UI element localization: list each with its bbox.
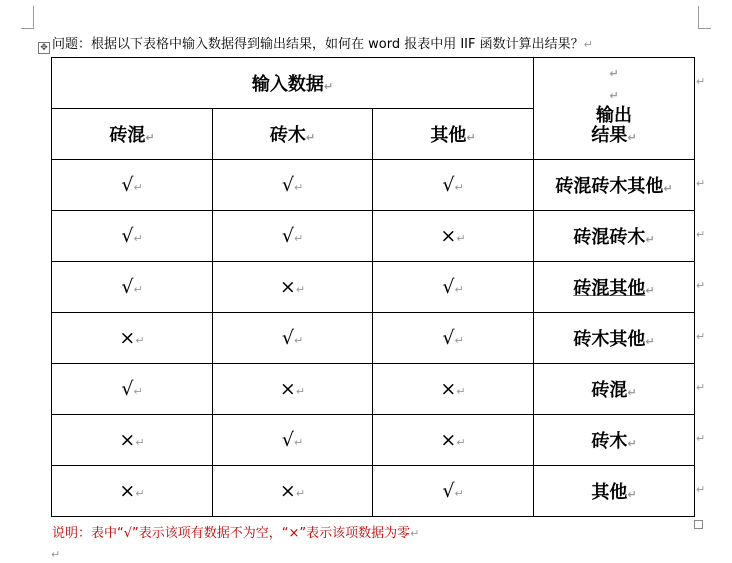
table-cell[interactable] [52,262,213,313]
cross-mark-icon: × [119,480,136,502]
check-mark-icon: √ [121,225,134,247]
input-data-header[interactable] [52,58,534,109]
table-resize-handle[interactable] [694,520,703,529]
check-mark-icon: √ [442,480,455,502]
paragraph-mark-icon: ↵ [583,38,593,51]
empty-paragraph-mark-icon[interactable]: ↵ [51,548,61,561]
table-row [52,313,695,364]
paragraph-mark-icon: ↵ [293,232,304,245]
paragraph-mark-icon: ↵ [293,181,304,194]
cross-mark-icon: × [279,378,296,400]
paragraph-mark-icon: ↵ [305,131,316,144]
cross-mark-icon: × [440,225,457,247]
row-end-mark-icon: ↵ [696,381,706,394]
table-move-handle-icon[interactable]: ✥ [38,42,50,54]
check-mark-icon: √ [281,174,294,196]
paragraph-mark-icon: ↵ [627,130,637,144]
column-header-text: 砖混 [109,125,146,146]
paragraph-mark-icon: ↵ [135,334,145,347]
result-cell[interactable] [534,160,695,211]
column-header-qita[interactable] [373,109,534,160]
paragraph-mark-icon: ↵ [609,88,619,102]
table-cell[interactable] [213,364,373,415]
paragraph-mark-icon: ↵ [293,436,304,449]
paragraph-mark-icon: ↵ [135,487,145,500]
paragraph-mark-icon: ↵ [627,437,637,450]
paragraph-mark-icon: ↵ [454,181,464,194]
paragraph-mark-icon: ↵ [454,487,464,500]
table-cell[interactable] [213,313,373,364]
table-cell[interactable] [373,364,534,415]
cross-mark-icon: × [279,480,296,502]
column-header-text: 砖木 [269,125,306,146]
paragraph-mark-icon: ↵ [295,385,306,398]
table-row [52,415,695,466]
cross-mark-icon: × [279,276,296,298]
check-mark-icon: √ [442,327,455,349]
row-end-mark-icon: ↵ [696,177,706,190]
table-row [52,364,695,415]
input-data-header-text: 输入数据 [251,74,324,95]
check-mark-icon: √ [442,276,455,298]
paragraph-mark-icon: ↵ [456,436,466,449]
row-end-mark-icon: ↵ [696,432,706,445]
page-corner-mark-right [698,6,711,29]
column-header-zhuanhun[interactable] [52,109,213,160]
paragraph-mark-icon: ↵ [133,283,143,296]
cross-mark-icon: × [440,429,457,451]
column-header-text: 其他 [430,125,467,146]
table-cell[interactable] [52,160,213,211]
paragraph-mark-icon: ↵ [645,284,655,297]
check-mark-icon: √ [281,225,294,247]
table-cell[interactable] [52,211,213,262]
table-row [52,262,695,313]
row-end-mark-icon: ↵ [696,330,706,343]
output-header-line1: 输出 [596,104,632,126]
paragraph-mark-icon: ↵ [627,488,637,501]
paragraph-mark-icon: ↵ [133,232,143,245]
row-end-mark-icon: ↵ [696,75,706,88]
table-cell[interactable] [373,415,534,466]
header-row-input [52,58,695,109]
result-text: 其他 [591,482,628,503]
result-text: 砖木其他 [573,329,646,350]
row-end-mark-icon: ↵ [696,483,706,496]
result-cell[interactable] [534,313,695,364]
paragraph-mark-icon: ↵ [627,386,637,399]
table-cell[interactable] [52,313,213,364]
result-cell[interactable] [534,211,695,262]
result-text: 砖木 [591,431,628,452]
check-mark-icon: √ [121,276,134,298]
paragraph-mark-icon: ↵ [645,233,655,246]
table-cell[interactable] [373,466,534,517]
paragraph-mark-icon: ↵ [466,131,476,144]
question-paragraph[interactable] [52,36,593,54]
table-cell[interactable] [52,415,213,466]
table-row [52,466,695,517]
paragraph-mark-icon: ↵ [663,182,673,195]
table-cell[interactable] [373,211,534,262]
table-cell[interactable] [213,415,373,466]
check-mark-icon: √ [281,327,294,349]
question-text: 问题：根据以下表格中输入数据得到输出结果，如何在 word 报表中用 IIF 函数计算出结果？ [52,37,584,52]
table-cell[interactable] [373,313,534,364]
table-cell[interactable] [52,466,213,517]
table-row [52,211,695,262]
paragraph-mark-icon: ↵ [295,283,306,296]
table-row [52,160,695,211]
result-text: 砖混砖木其他 [555,176,664,197]
table-cell[interactable] [52,364,213,415]
data-table[interactable] [51,57,695,517]
paragraph-mark-icon: ↵ [293,334,304,347]
output-result-header[interactable] [534,58,695,160]
table-cell[interactable] [373,262,534,313]
cross-mark-icon: × [119,327,136,349]
note-paragraph[interactable] [52,525,419,543]
result-cell[interactable] [534,262,695,313]
row-end-mark-icon: ↵ [696,228,706,241]
paragraph-mark-icon: ↵ [323,80,334,93]
table-cell[interactable] [213,262,373,313]
result-cell[interactable] [534,466,695,517]
paragraph-mark-icon: ↵ [456,232,466,245]
paragraph-mark-icon: ↵ [295,487,306,500]
table-cell[interactable] [213,211,373,262]
output-header-line2: 结果 [591,124,628,146]
paragraph-mark-icon: ↵ [454,334,464,347]
result-cell[interactable] [534,415,695,466]
paragraph-mark-icon: ↵ [645,335,655,348]
paragraph-mark-icon: ↵ [410,527,420,540]
check-mark-icon: √ [121,378,134,400]
row-end-mark-icon: ↵ [696,279,706,292]
check-mark-icon: √ [121,174,134,196]
result-text: 砖混其他 [573,278,646,299]
table-cell[interactable] [213,160,373,211]
paragraph-mark-icon: ↵ [609,66,619,80]
paragraph-mark-icon: ↵ [133,181,143,194]
table-cell[interactable] [373,160,534,211]
paragraph-mark-icon: ↵ [454,283,464,296]
paragraph-mark-icon: ↵ [133,385,143,398]
table-cell[interactable] [213,466,373,517]
cross-mark-icon: × [440,378,457,400]
page-corner-mark-left [21,6,34,29]
cross-mark-icon: × [119,429,136,451]
paragraph-mark-icon: ↵ [145,131,155,144]
paragraph-mark-icon: ↵ [135,436,145,449]
column-header-zhuanmu[interactable] [213,109,373,160]
result-cell[interactable] [534,364,695,415]
result-text: 砖混 [591,380,628,401]
paragraph-mark-icon: ↵ [456,385,466,398]
note-text: 说明：表中“√”表示该项有数据不为空，“×”表示该项数据为零 [52,526,411,541]
check-mark-icon: √ [442,174,455,196]
check-mark-icon: √ [281,429,294,451]
result-text: 砖混砖木 [573,227,646,248]
